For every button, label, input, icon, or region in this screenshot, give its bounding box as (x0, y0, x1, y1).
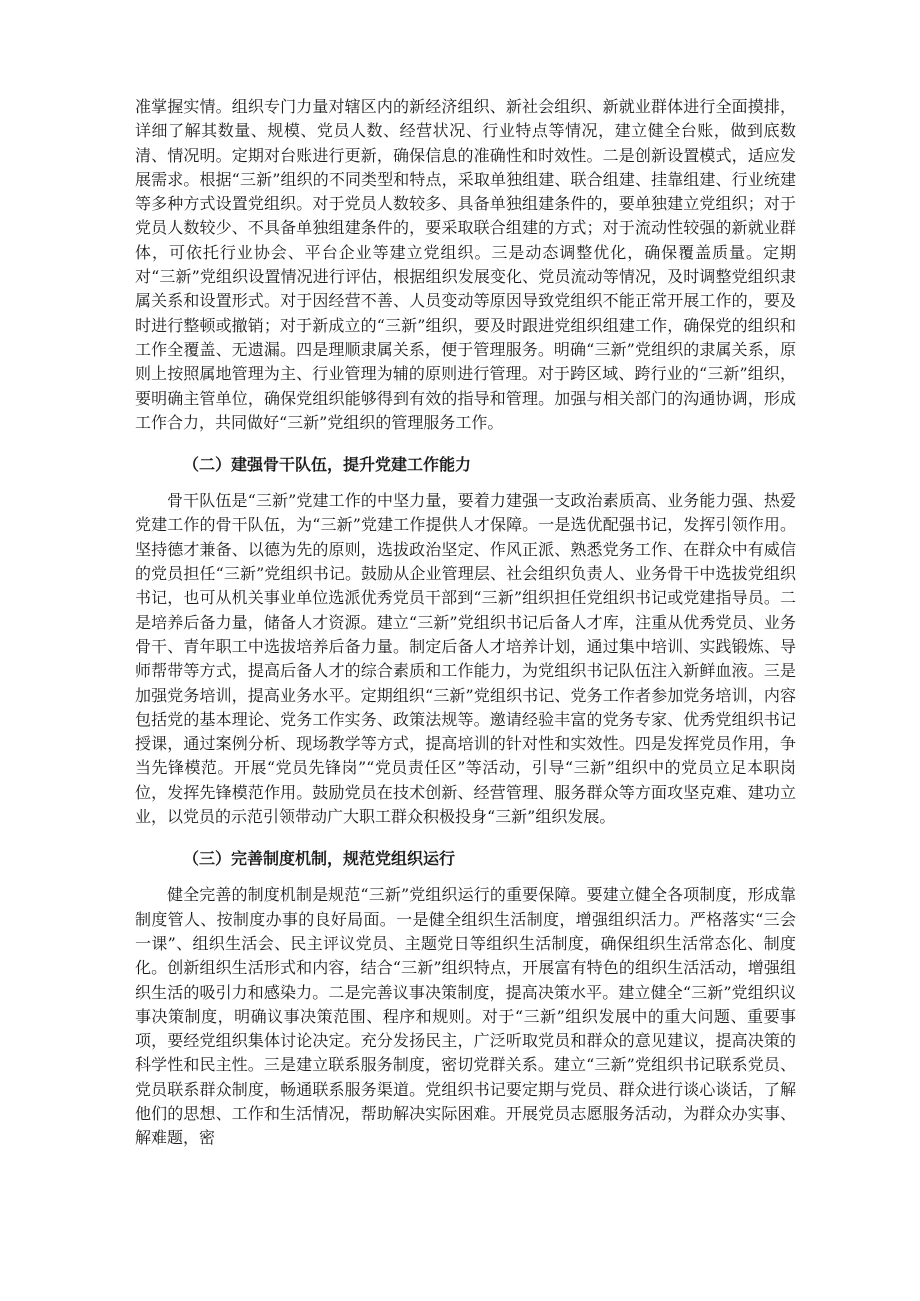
document-page (135, 95, 796, 1151)
section-heading: （二）建强骨干队伍，提升党建工作能力 (183, 455, 472, 475)
body-paragraph: 健全完善的制度机制是规范“三新”党组织运行的重要保障。要建立健全各项制度，形成靠制度管人、按制度办事的良好局面。一是健全组织生活制度，增强组织活力。严格落实“三会一课”、组织生活会、民主评议党员、主题党日等组织生活制度，确保组织生活常态化、制度化。创新组织生活形式和内容，结合“三新”组织特点，开展富有特色的组织生活活动，增强组织生活的吸引力和感染力。二是完善议事决策制度，提高决策水平。建立健全“三新”党组织议事决策制度，明确议事决策范围、程序和规则。对于“三新”组织发展中的重大问题、重要事项，要经党组织集体讨论决定。充分发扬民主，广泛听取党员和群众的意见建议，提高决策的科学性和民主性。三是建立联系服务制度，密切党群关系。建立“三新”党组织书记联系党员、党员联系群众制度，畅通联系服务渠道。党组织书记要定期与党员、群众进行谈心谈话，了解他们的思想、工作和生活情况，帮助解决实际困难。开展党员志愿服务活动，为群众办实事、解难题，密 (135, 885, 796, 1148)
body-paragraph: 准掌握实情。组织专门力量对辖区内的新经济组织、新社会组织、新就业群体进行全面摸排，详细了解其数量、规模、党员人数、经营状况、行业特点等情况，建立健全台账，做到底数清、情况明。定期对台账进行更新，确保信息的准确性和时效性。二是创新设置模式，适应发展需求。根据“三新”组织的不同类型和特点，采取单独组建、联合组建、挂靠组建、行业统建等多种方式设置党组织。对于党员人数较多、具备单独组建条件的，要单独建立党组织；对于党员人数较少、不具备单独组建条件的，要采取联合组建的方式；对于流动性较强的新就业群体，可依托行业协会、平台企业等建立党组织。三是动态调整优化，确保覆盖质量。定期对“三新”党组织设置情况进行评估，根据组织发展变化、党员流动等情况，及时调整党组织隶属关系和设置形式。对于因经营不善、人员变动等原因导致党组织不能正常开展工作的，要及时进行整顿或撤销；对于新成立的“三新”组织，要及时跟进党组织组建工作，确保党的组织和工作全覆盖、无遗漏。四是理顺隶属关系，便于管理服务。明确“三新”党组织的隶属关系，原则上按照属地管理为主、行业管理为辅的原则进行管理。对于跨区域、跨行业的“三新”组织，要明确主管单位，确保党组织能够得到有效的指导和管理。加强与相关部门的沟通协调，形成工作合力，共同做好“三新”党组织的管理服务工作。 (135, 97, 796, 432)
section-heading: （三）完善制度机制，规范党组织运行 (183, 849, 456, 869)
body-paragraph: 骨干队伍是“三新”党建工作的中坚力量，要着力建强一支政治素质高、业务能力强、热爱党建工作的骨干队伍，为“三新”党建工作提供人才保障。一是选优配强书记，发挥引领作用。坚持德才兼备、以德为先的原则，选拔政治坚定、作风正派、熟悉党务工作、在群众中有威信的党员担任“三新”党组织书记。鼓励从企业管理层、社会组织负责人、业务骨干中选拔党组织书记，也可从机关事业单位选派优秀党员干部到“三新”组织担任党组织书记或党建指导员。二是培养后备力量，储备人才资源。建立“三新”党组织书记后备人才库，注重从优秀党员、业务骨干、青年职工中选拔培养后备力量。制定后备人才培养计划，通过集中培训、实践锻炼、导师帮带等方式，提高后备人才的综合素质和工作能力，为党组织书记队伍注入新鲜血液。三是加强党务培训，提高业务水平。定期组织“三新”党组织书记、党务工作者参加党务培训，内容包括党的基本理论、党务工作实务、政策法规等。邀请经验丰富的党务专家、优秀党组织书记授课，通过案例分析、现场教学等方式，提高培训的针对性和实效性。四是发挥党员作用，争当先锋模范。开展“党员先锋岗”“党员责任区”等活动，引导“三新”组织中的党员立足本职岗位，发挥先锋模范作用。鼓励党员在技术创新、经营管理、服务群众等方面攻坚克难、建功立业，以党员的示范引领带动广大职工群众积极投身“三新”组织发展。 (135, 491, 796, 827)
